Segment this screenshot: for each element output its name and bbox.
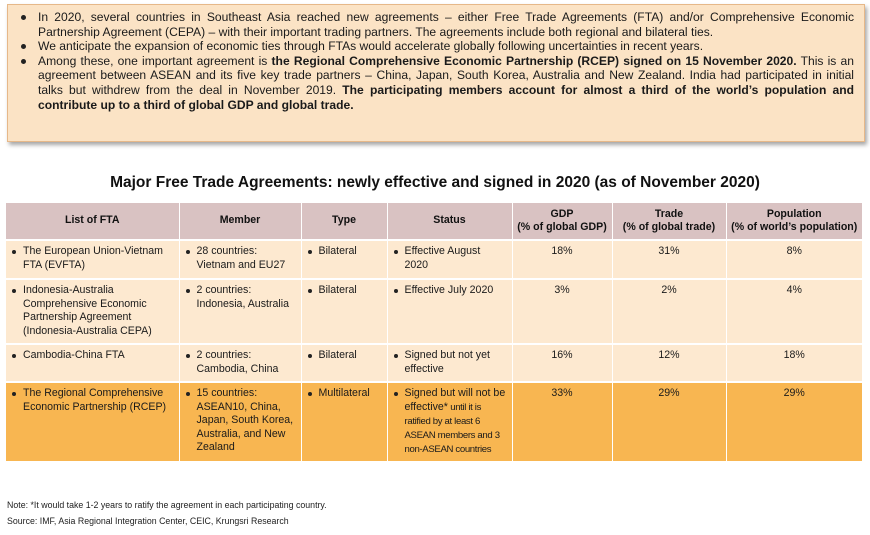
bullet3-bold-2: The participating members account for almost a third of the world’s population and contribute up to a third of global GDP and global trade. [38,82,854,112]
table-row [6,344,862,382]
type-text: Bilateral [308,349,381,363]
header-trade-l1: Trade [654,207,684,220]
header-type: Type [301,203,387,240]
header-pop-l1: Population [766,207,822,220]
cell-gdp: 18% [512,240,612,279]
header-trade [612,203,726,240]
cell-fta [6,344,179,382]
cell-member [179,279,301,344]
bullet3-bold-1: the Regional Comprehensive Economic Partnership (RCEP) signed on 15 November 2020. [271,53,797,68]
source-note: Source: IMF, Asia Regional Integration Center, CEIC, Krungsri Research [7,516,289,526]
cell-status [387,279,512,344]
table-row [6,279,862,344]
cell-population: 4% [726,279,862,344]
status-text-condition: until it is ratified by at least 6 ASEAN members and 3 non-ASEAN countries [404,401,500,455]
status-text: Signed but not yet effective [394,349,506,376]
fta-text: Cambodia-China FTA [12,349,173,363]
table-row [6,240,862,279]
cell-gdp: 33% [512,382,612,462]
cell-population: 8% [726,240,862,279]
header-fta: List of FTA [6,203,179,240]
cell-gdp: 3% [512,279,612,344]
table-row [6,382,862,462]
status-text-main: Signed but will not be effective* [404,387,506,413]
summary-bullets [8,5,864,112]
fta-text: The Regional Comprehensive Economic Partnership (RCEP) [12,387,173,414]
fta-table [6,203,862,463]
cell-fta [6,240,179,279]
cell-status [387,382,512,462]
status-text: Effective July 2020 [394,284,506,298]
summary-bullet-3 [38,54,854,112]
table-title: Major Free Trade Agreements: newly effective and signed in 2020 (as of November 2020) [110,174,760,191]
cell-status [387,344,512,382]
cell-population: 29% [726,382,862,462]
status-text: Effective August 2020 [394,245,506,272]
cell-member [179,344,301,382]
header-trade-l2: (% of global trade) [622,221,716,233]
type-text: Multilateral [308,387,381,401]
footnote: Note: *It would take 1-2 years to ratify the agreement in each participating country. [7,500,327,510]
member-text: 15 countries: ASEAN10, China, Japan, South Korea, Australia, and New Zealand [186,387,295,455]
header-pop-l2: (% of world’s population) [731,221,858,233]
cell-type [301,344,387,382]
header-member: Member [179,203,301,240]
fta-text: The European Union-Vietnam FTA (EVFTA) [12,245,173,272]
header-gdp-l2: (% of global GDP) [517,221,607,233]
cell-gdp: 16% [512,344,612,382]
summary-bullet-1: In 2020, several countries in Southeast Asia reached new agreements – either Free Trade Agreements (FTA) and/or Comprehensive Economic Partnership Agreement (CEPA) – with their important trading partners. The agreements include both regional and bilateral ties. [38,10,854,39]
header-gdp [512,203,612,240]
member-text: 2 countries: Indonesia, Australia [186,284,295,311]
header-gdp-l1: GDP [550,207,574,220]
cell-fta [6,279,179,344]
header-status: Status [387,203,512,240]
cell-status [387,240,512,279]
cell-type [301,240,387,279]
summary-bullet-2: We anticipate the expansion of economic ties through FTAs would accelerate globally following uncertainties in recent years. [38,39,854,54]
status-text [394,387,506,457]
type-text: Bilateral [308,245,381,259]
cell-population: 18% [726,344,862,382]
cell-trade: 12% [612,344,726,382]
member-text: 2 countries: Cambodia, China [186,349,295,376]
header-population [726,203,862,240]
type-text: Bilateral [308,284,381,298]
cell-member [179,240,301,279]
cell-fta [6,382,179,462]
table-header-row [6,203,862,240]
cell-trade: 2% [612,279,726,344]
cell-trade: 29% [612,382,726,462]
summary-box [7,4,865,142]
fta-text: Indonesia-Australia Comprehensive Economic Partnership Agreement (Indonesia-Australia CEPA) [12,284,173,338]
cell-type [301,382,387,462]
cell-type [301,279,387,344]
bullet3-text-2: This is an agreement between ASEAN and its five key trade partners – China, Japan, South Korea, Australia and New Zealand. India had participated in initial talks but withdrew from the deal in November 2019. [38,53,854,97]
bullet3-text-1: Among these, one important agreement is [38,53,272,68]
member-text: 28 countries: Vietnam and EU27 [186,245,295,272]
cell-trade: 31% [612,240,726,279]
cell-member [179,382,301,462]
